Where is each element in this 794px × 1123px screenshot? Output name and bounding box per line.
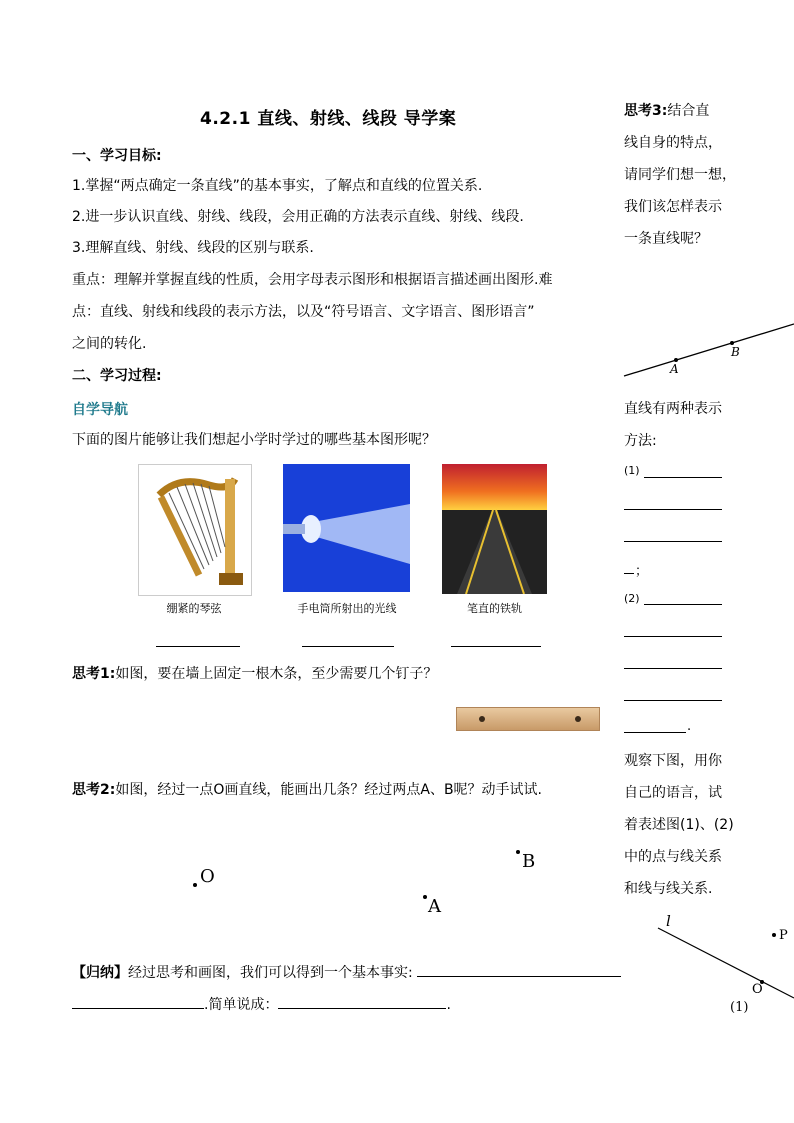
- think1: [72, 664, 437, 684]
- picture-question: 下面的图片能够让我们想起小学时学过的哪些基本图形呢？: [72, 432, 436, 448]
- goal-2: 2.进一步认识直线、射线、线段，会用正确的方法表示直线、射线、线段.: [72, 209, 524, 225]
- nail-1: [479, 716, 485, 722]
- think3-text-1: 结合直: [667, 103, 710, 119]
- railway-picture: [442, 464, 547, 594]
- method-1-semicolon: ；: [635, 564, 649, 579]
- observe-line-5: 和线与线关系.: [624, 881, 713, 897]
- think2-label: 思考2:: [72, 782, 116, 798]
- point-o-label: O: [200, 866, 215, 887]
- methods-line-2: 方法:: [624, 433, 657, 449]
- method-2-blank-e[interactable]: [624, 732, 686, 733]
- answer-blank-1[interactable]: [156, 646, 240, 647]
- section1-heading: 一、学习目标:: [72, 148, 162, 164]
- think3-line-5: 一条直线呢？: [624, 231, 708, 247]
- summary-text: 经过思考和画图，我们可以得到一个基本事实:: [128, 965, 413, 981]
- method-2-blank-b[interactable]: [624, 636, 722, 637]
- fig1-line-label: l: [666, 912, 671, 930]
- observe-line-1: 观察下图，用你: [624, 753, 722, 769]
- observe-line-3: 着表述图(1)、(2): [624, 817, 734, 833]
- think1-label: 思考1:: [72, 666, 116, 682]
- fig1-caption: (1): [730, 1000, 749, 1015]
- goal-3: 3.理解直线、射线、线段的区别与联系.: [72, 240, 314, 256]
- summary-line-1: [72, 962, 621, 983]
- key-points-line-2: 点：直线、射线和线段的表示方法，以及“符号语言、文字语言、图形语言”: [72, 304, 535, 320]
- flashlight-beam-icon: [283, 464, 410, 592]
- harp-caption: 绷紧的琴弦: [166, 602, 222, 615]
- method-1-blank-a[interactable]: [644, 477, 722, 478]
- flashlight-picture: [283, 464, 410, 592]
- fig1-point-o: O: [752, 982, 763, 997]
- think3-line-1: [624, 96, 709, 126]
- think3-label: 思考3:: [624, 103, 668, 119]
- goal-1: 1.掌握“两点确定一条直线”的基本事实，了解点和直线的位置关系.: [72, 178, 483, 194]
- key-points-line-1: 重点：理解并掌握直线的性质，会用字母表示图形和根据语言描述画出图形.难: [72, 272, 553, 288]
- point-a-dot: [423, 895, 427, 899]
- guide-label: 自学导航: [72, 402, 128, 418]
- fig-point-a: A: [670, 362, 679, 376]
- nail-2: [575, 716, 581, 722]
- point-b-label: B: [522, 851, 536, 872]
- railway-caption: 笔直的铁轨: [467, 602, 522, 615]
- section2-heading: 二、学习过程:: [72, 368, 162, 384]
- think3-line-3: 请同学们想一想，: [624, 167, 736, 183]
- figure-1: [650, 918, 794, 1004]
- page-title: 4.2.1 直线、射线、线段 导学案: [200, 109, 457, 129]
- fig1-point-p: P: [779, 928, 788, 943]
- point-a-label: A: [428, 896, 441, 917]
- observe-line-4: 中的点与线关系: [624, 849, 722, 865]
- method-2-blank-a[interactable]: [644, 604, 722, 605]
- think2: [72, 780, 542, 800]
- think3-line-2: 线自身的特点，: [624, 135, 722, 151]
- summary-label: 【归纳】: [72, 965, 128, 981]
- method-1-blank-b[interactable]: [624, 509, 722, 510]
- observe-line-2: 自己的语言，试: [624, 785, 722, 801]
- method-2-blank-c[interactable]: [624, 668, 722, 669]
- summary-simple: .简单说成：: [204, 997, 279, 1013]
- answer-blank-2[interactable]: [302, 646, 394, 647]
- point-b-dot: [516, 850, 520, 854]
- harp-icon: [139, 465, 251, 595]
- method-2-period: .: [687, 719, 692, 734]
- summary-blank-3[interactable]: [278, 994, 446, 1009]
- line-ab-figure: [620, 310, 794, 390]
- answer-blank-3[interactable]: [451, 646, 541, 647]
- think2-text: 如图，经过一点O画直线，能画出几条？经过两点A、B呢？动手试试.: [115, 782, 542, 798]
- harp-picture: [138, 464, 252, 596]
- summary-line-2: [72, 994, 451, 1015]
- key-points-line-3: 之间的转化.: [72, 336, 147, 352]
- method-2-label: (2): [624, 592, 640, 605]
- method-1-blank-c[interactable]: [624, 541, 722, 542]
- method-1-label: (1): [624, 464, 640, 477]
- point-o-dot: [193, 883, 197, 887]
- fig-point-b: B: [731, 345, 740, 359]
- method-2-blank-d[interactable]: [624, 700, 722, 701]
- summary-blank-2[interactable]: [72, 994, 204, 1009]
- wooden-strip-image: [456, 707, 600, 731]
- method-1-blank-d[interactable]: [624, 573, 634, 574]
- flashlight-caption: 手电筒所射出的光线: [297, 602, 397, 615]
- summary-end: .: [446, 997, 451, 1013]
- methods-line-1: 直线有两种表示: [624, 401, 722, 417]
- railway-track-icon: [442, 464, 547, 594]
- think3-line-4: 我们该怎样表示: [624, 199, 722, 215]
- think1-text: 如图，要在墙上固定一根木条，至少需要几个钉子？: [115, 666, 438, 682]
- summary-blank-1[interactable]: [417, 962, 621, 977]
